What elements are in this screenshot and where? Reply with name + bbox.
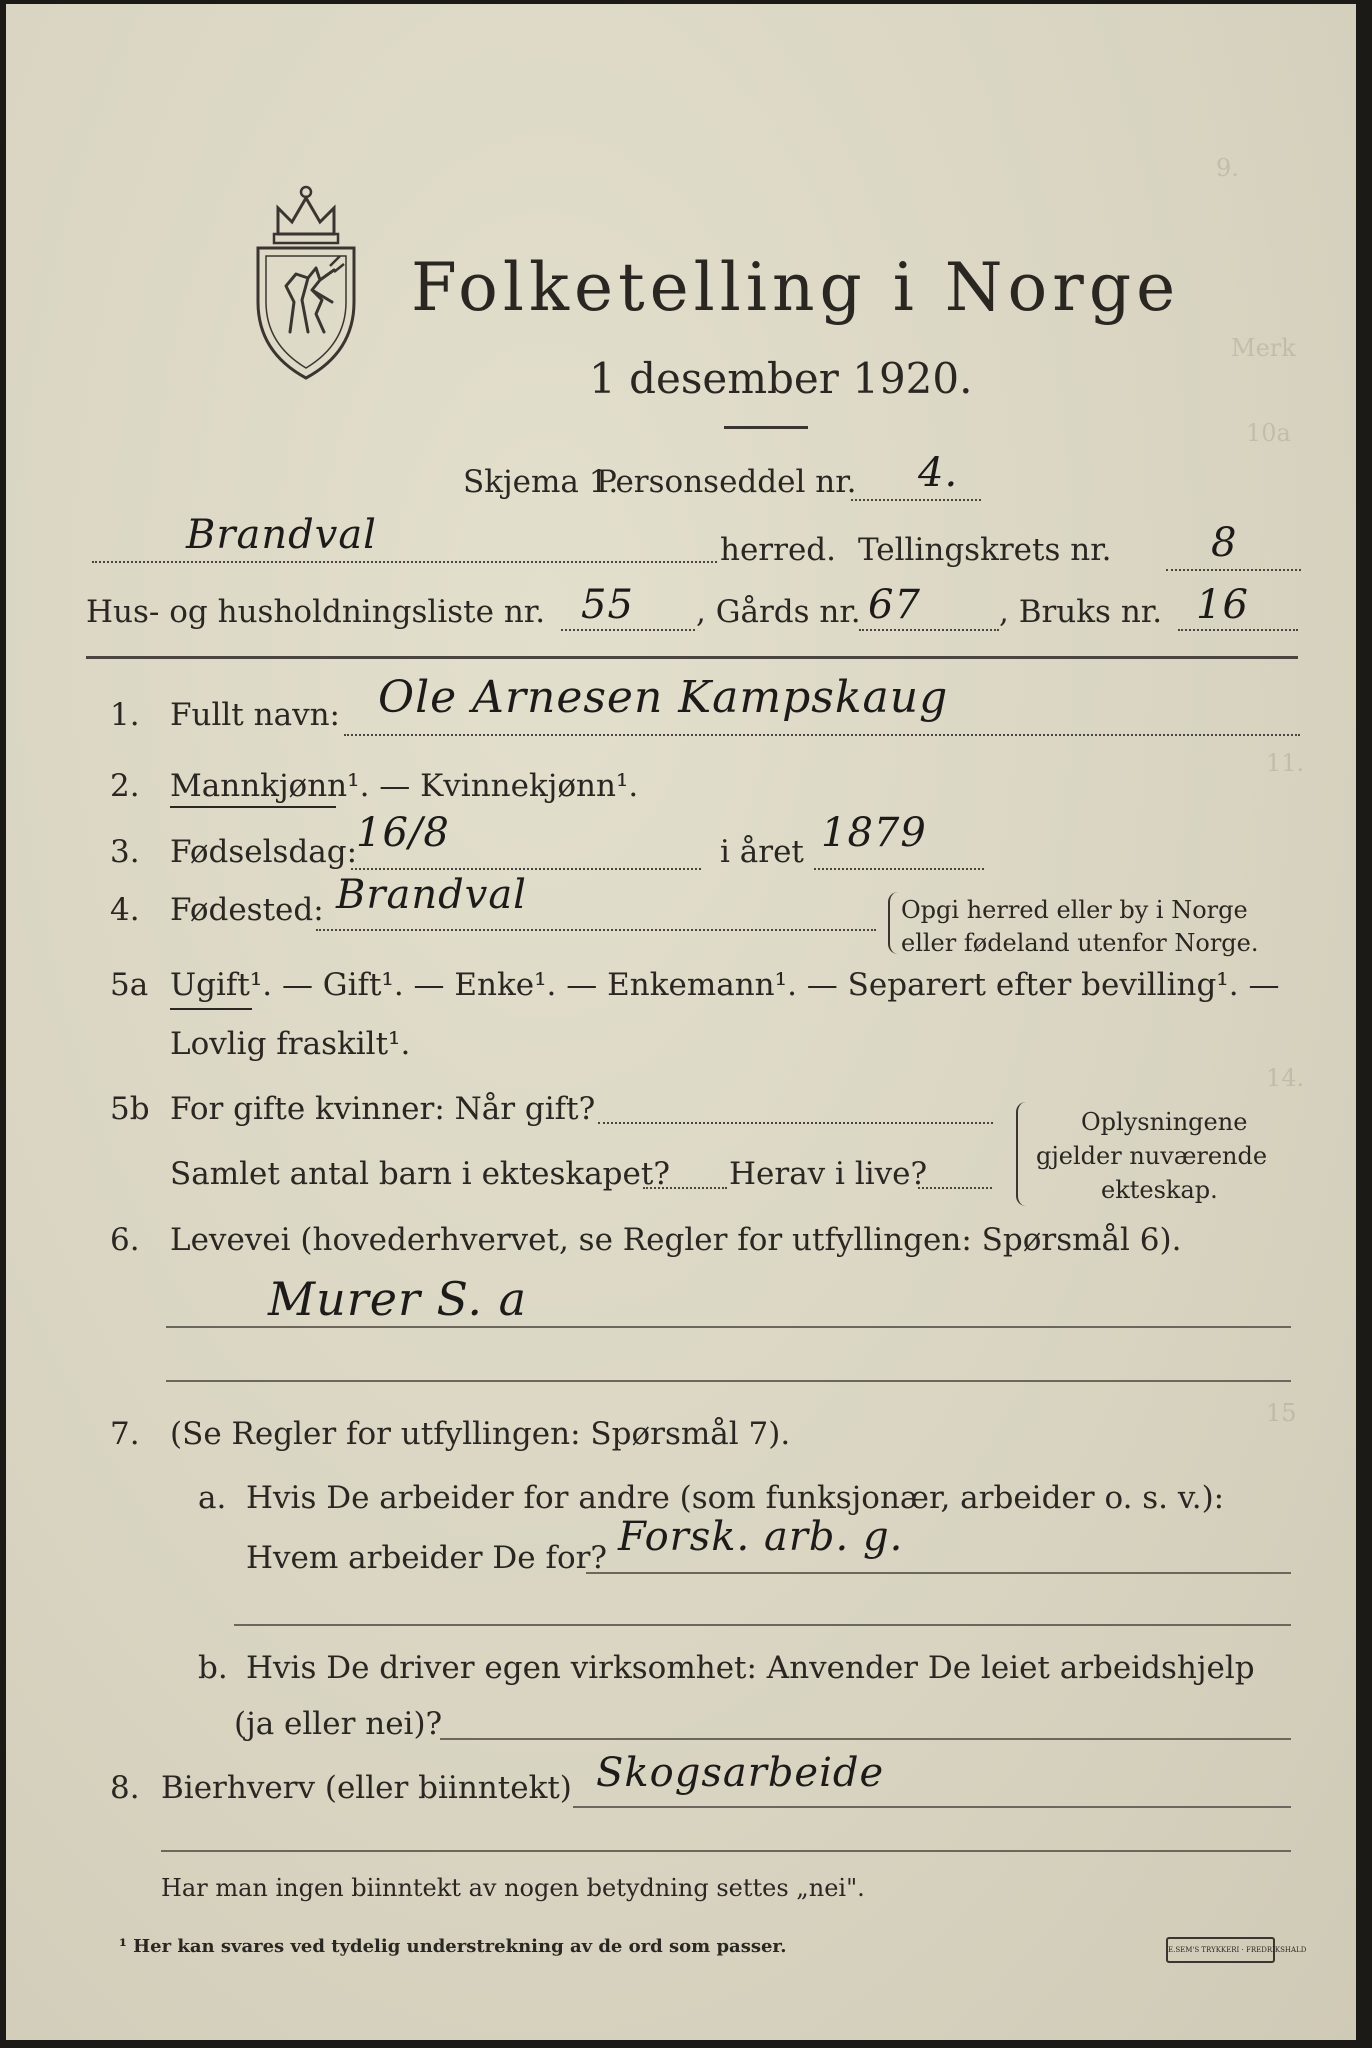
- show-through-text: Merk: [1231, 334, 1296, 362]
- q3-number: 3.: [110, 834, 140, 870]
- q4-birthplace-value: Brandval: [336, 872, 527, 918]
- q5b-married-line: [598, 1122, 993, 1124]
- q7a-employer-value: Forsk. arb. g.: [618, 1514, 904, 1560]
- bruks-value: 16: [1196, 582, 1249, 628]
- q8-line-2: [161, 1850, 1291, 1852]
- husliste-value: 55: [581, 582, 634, 628]
- q2-underline-mark: [170, 806, 336, 808]
- herred-label: herred.: [720, 532, 836, 568]
- footer-note: Har man ingen biinntekt av nogen betydning settes „nei".: [161, 1874, 865, 1902]
- q5b-children-line: [643, 1187, 727, 1189]
- q6-number: 6.: [110, 1222, 140, 1258]
- q3-year-line: [814, 868, 984, 870]
- q2-number: 2.: [110, 768, 140, 804]
- norway-coat-of-arms-icon: [250, 182, 362, 384]
- husliste-label: Hus- og husholdningsliste nr.: [86, 594, 546, 630]
- q7b-label: Hvis De driver egen virksomhet: Anvender De leiet arbeidshjelp: [246, 1650, 1255, 1686]
- herred-line: [92, 561, 717, 563]
- form-title: Folketelling i Norge: [411, 249, 1181, 326]
- q5a-underline-mark: [170, 1008, 252, 1010]
- q5b-label: For gifte kvinner: Når gift?: [170, 1091, 596, 1127]
- q2-label: Mannkjønn¹. — Kvinnekjønn¹.: [170, 768, 639, 804]
- q7b-line: [440, 1738, 1291, 1740]
- q3-line: [351, 868, 701, 870]
- q7a-line-2: [234, 1624, 1291, 1626]
- show-through-text: 9.: [1216, 154, 1239, 182]
- q5b-note-3: ekteskap.: [1101, 1176, 1218, 1204]
- q4-note-2: eller fødeland utenfor Norge.: [901, 929, 1259, 957]
- show-through-text: 15: [1266, 1399, 1297, 1427]
- form-date: 1 desember 1920.: [589, 354, 973, 403]
- q5a-label: Ugift¹. — Gift¹. — Enke¹. — Enkemann¹. — Separert efter bevilling¹. —: [170, 967, 1280, 1003]
- footnote: ¹ Her kan svares ved tydelig understrekning av de ord som passer.: [119, 1936, 787, 1957]
- bruks-label: , Bruks nr.: [999, 594, 1163, 630]
- q5a-number: 5a: [110, 967, 149, 1003]
- q5b-note-1: Oplysningene: [1081, 1108, 1248, 1136]
- tellingskrets-line: [1166, 569, 1301, 571]
- q4-line: [316, 929, 876, 931]
- q7-number: 7.: [110, 1416, 140, 1452]
- q5b-label-2: Samlet antal barn i ekteskapet?: [170, 1156, 670, 1192]
- q7a-line-1: [586, 1572, 1291, 1574]
- title-rule: [724, 426, 808, 429]
- q6-label: Levevei (hovederhvervet, se Regler for utfyllingen: Spørsmål 6).: [170, 1222, 1182, 1258]
- q3-year-value: 1879: [821, 810, 927, 856]
- q5b-number: 5b: [110, 1091, 150, 1127]
- q4-brace: [888, 892, 898, 954]
- q7b-label-2: (ja eller nei)?: [234, 1706, 443, 1742]
- gards-value: 67: [868, 582, 921, 628]
- personseddel-line: [851, 499, 981, 501]
- q6-occupation-value: Murer S. a: [268, 1272, 528, 1326]
- q5b-note-2: gjelder nuværende: [1036, 1142, 1268, 1170]
- q5b-brace: [1016, 1102, 1026, 1206]
- q5b-alive-line: [918, 1187, 992, 1189]
- personseddel-label: Personseddel nr.: [596, 464, 857, 500]
- q6-line-1: [166, 1326, 1291, 1328]
- census-form-sheet: [6, 4, 1356, 2040]
- show-through-text: 11.: [1266, 749, 1305, 777]
- q5b-label-3: Herav i live?: [729, 1156, 928, 1192]
- q8-label: Bierhverv (eller biinntekt): [161, 1770, 572, 1806]
- q3-birthday-value: 16/8: [356, 810, 450, 856]
- q8-side-income-value: Skogsarbeide: [596, 1750, 885, 1796]
- q4-number: 4.: [110, 892, 140, 928]
- q8-line-1: [573, 1806, 1291, 1808]
- q1-number: 1.: [110, 697, 140, 733]
- show-through-text: 10a: [1246, 419, 1291, 447]
- q4-note-1: Opgi herred eller by i Norge: [901, 896, 1248, 924]
- q5a-label-2: Lovlig fraskilt¹.: [170, 1026, 411, 1062]
- q3-year-label: i året: [720, 834, 804, 870]
- q7a-number: a.: [198, 1480, 227, 1516]
- tellingskrets-value: 8: [1211, 520, 1238, 566]
- q7b-number: b.: [198, 1650, 228, 1686]
- header-divider: [86, 656, 1298, 659]
- bruks-line: [1178, 629, 1298, 631]
- q7a-label-2: Hvem arbeider De for?: [246, 1540, 608, 1576]
- tellingskrets-label: Tellingskrets nr.: [858, 532, 1112, 568]
- q7-label: (Se Regler for utfyllingen: Spørsmål 7).: [170, 1416, 791, 1452]
- show-through-text: 14.: [1266, 1064, 1305, 1092]
- q8-number: 8.: [110, 1770, 140, 1806]
- q1-label: Fullt navn:: [170, 697, 340, 733]
- q6-line-2: [166, 1380, 1291, 1382]
- gards-line: [859, 629, 999, 631]
- q7a-label: Hvis De arbeider for andre (som funksjonær, arbeider o. s. v.):: [246, 1480, 1225, 1516]
- q3-label: Fødselsdag:: [170, 834, 358, 870]
- printer-stamp: E.SEM'S TRYKKERI · FREDRIKSHALD: [1166, 1937, 1275, 1963]
- personseddel-value: 4.: [918, 450, 959, 496]
- q4-label: Fødested:: [170, 892, 324, 928]
- q1-full-name-value: Ole Arnesen Kampskaug: [378, 672, 949, 723]
- husliste-line: [561, 629, 695, 631]
- herred-value: Brandval: [186, 512, 377, 558]
- q1-line: [344, 734, 1300, 736]
- gards-label: , Gårds nr.: [696, 594, 861, 630]
- skjema-label: Skjema 1.: [463, 464, 619, 500]
